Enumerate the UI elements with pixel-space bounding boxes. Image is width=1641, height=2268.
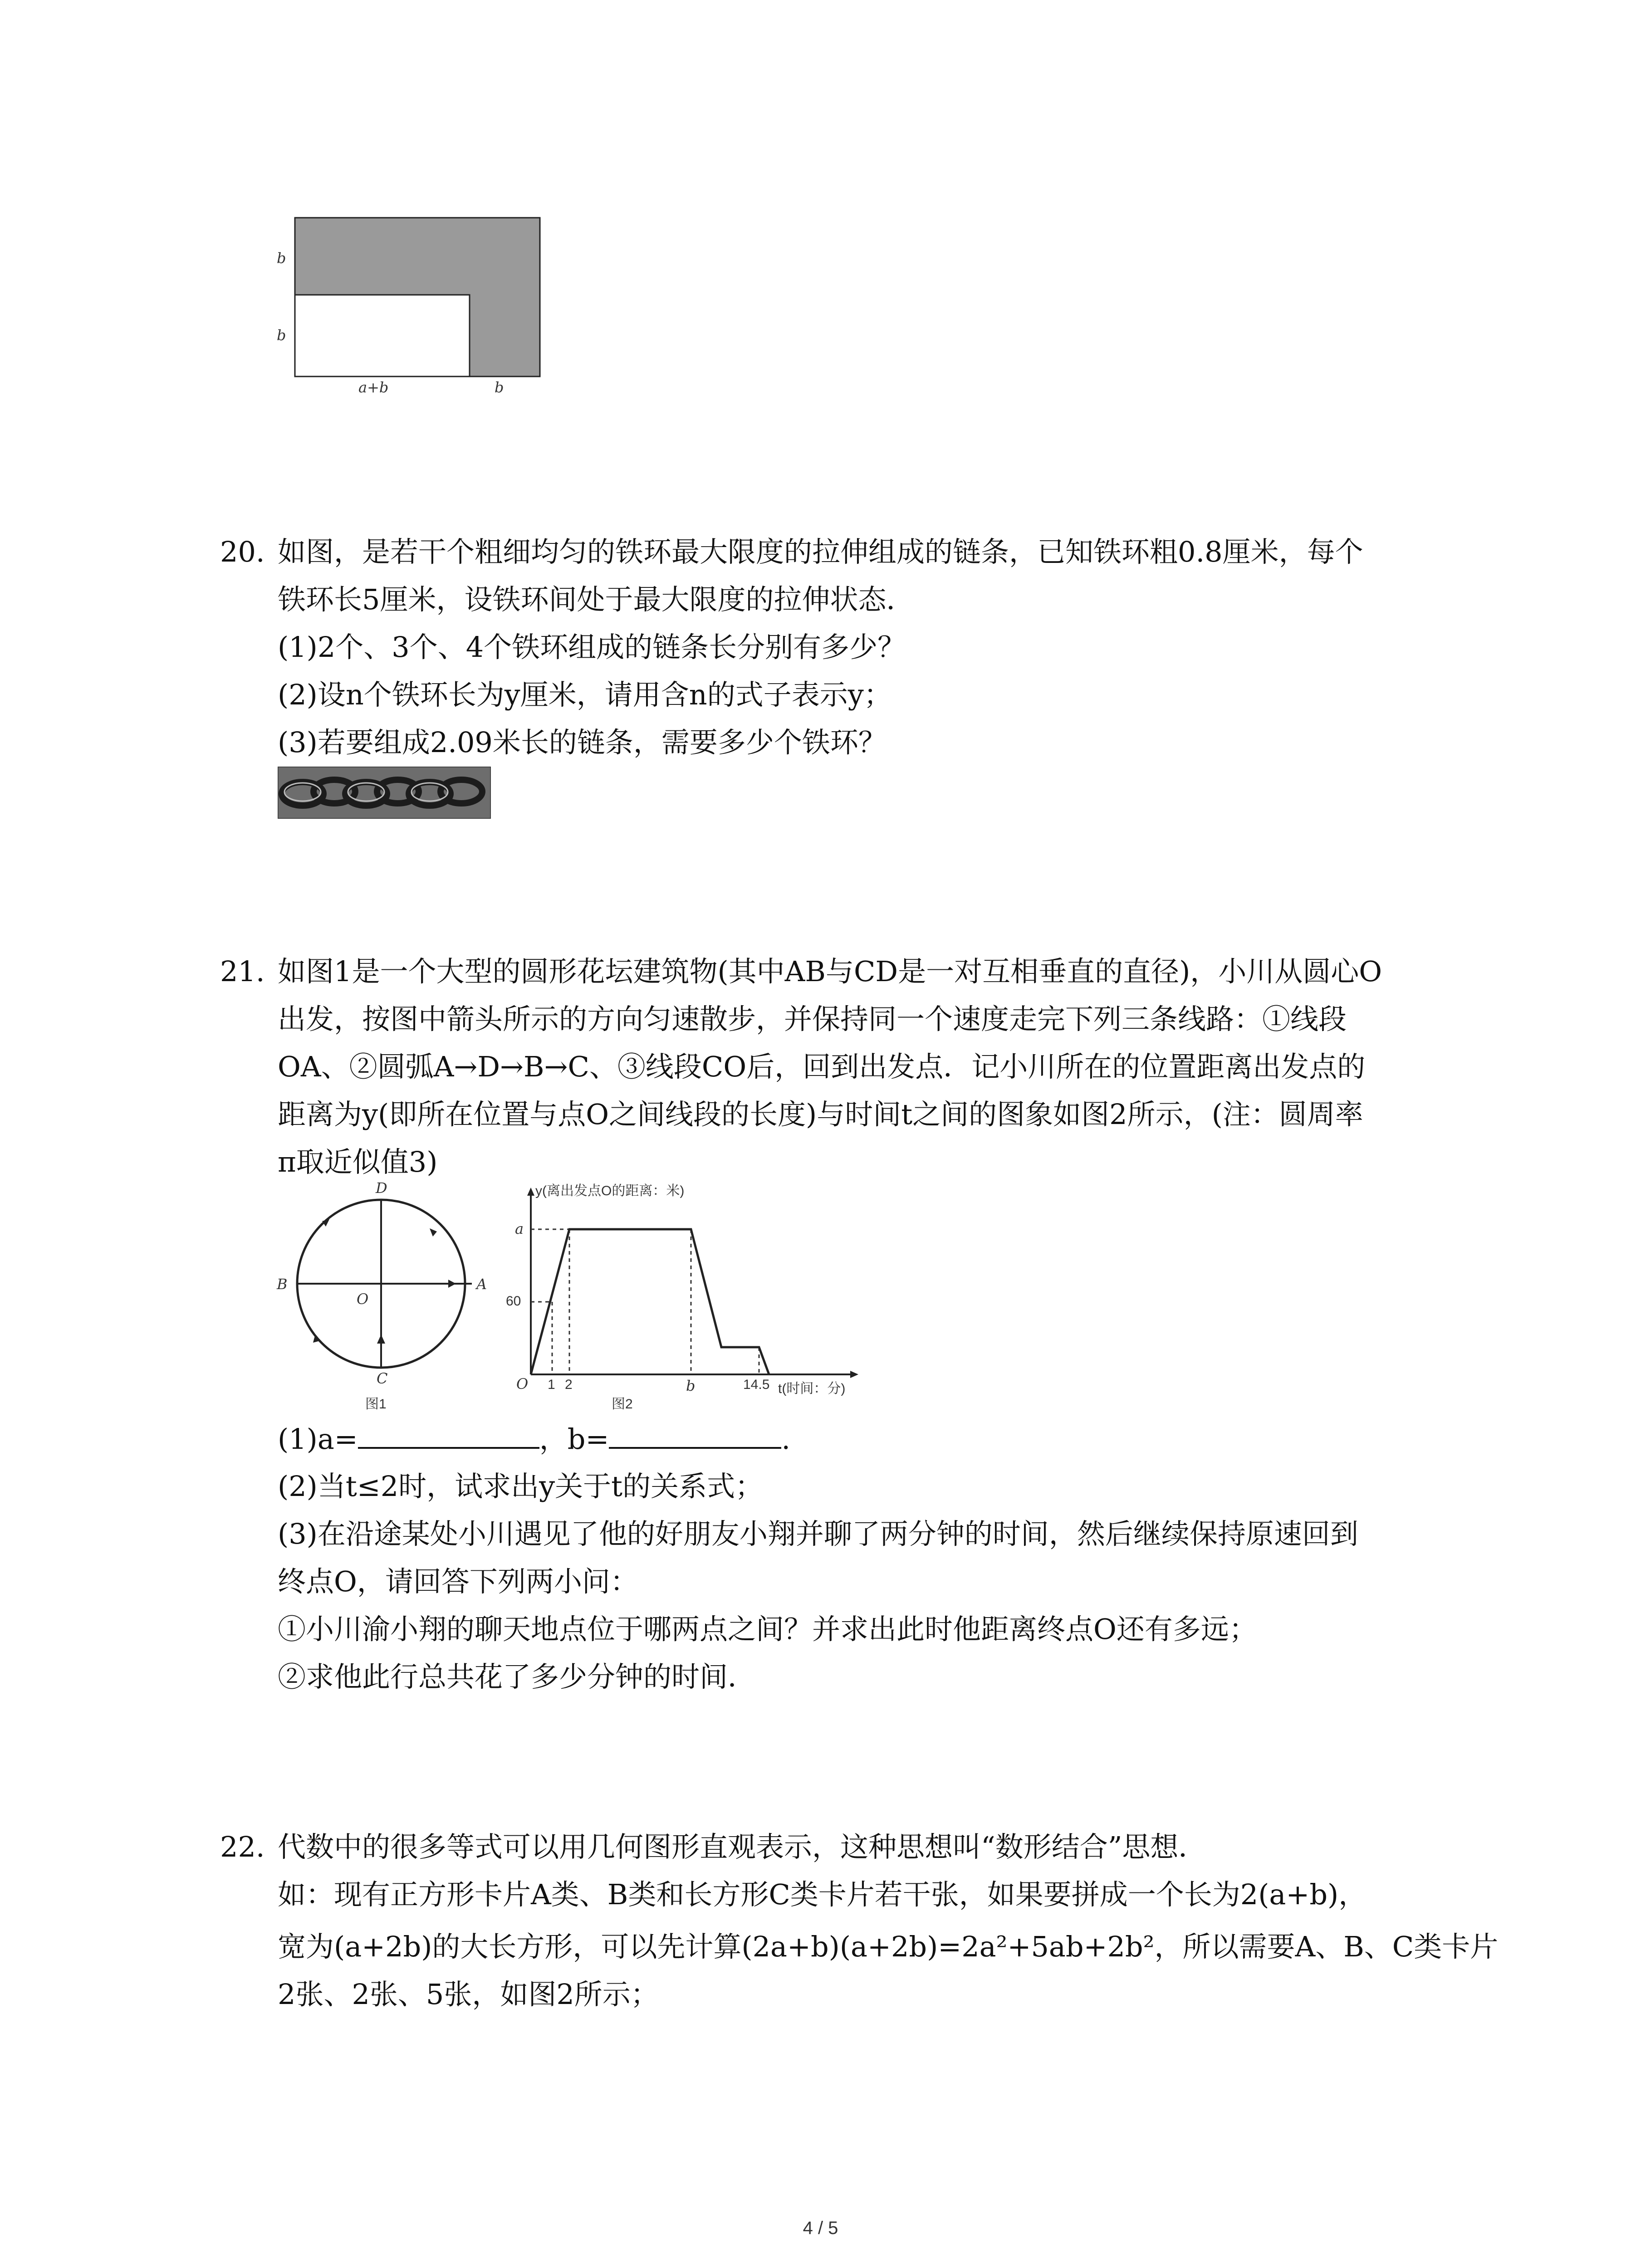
question-number: 20. (220, 535, 265, 568)
point-d: D (376, 1179, 387, 1197)
q21-line-3: OA、②圆弧A→D→B→C、③线段CO后，回到出发点．记小川所在的位置距离出发点的 (278, 1050, 1366, 1083)
q21-part-3-line-1: (3)在沿途某处小川遇见了他的好朋友小翔并聊了两分钟的时间，然后继续保持原速回到 (278, 1517, 1358, 1550)
figure-top (268, 209, 567, 399)
x-tick-2: 2 (565, 1377, 573, 1392)
q20-line-1: 如图，是若干个粗细均匀的铁环最大限度的拉伸组成的链条，已知铁环粗0.8厘米，每个 (278, 535, 1363, 568)
q20-part-1: (1)2个、3个、4个铁环组成的链条长分别有多少？ (278, 631, 906, 664)
q22-line-1: 代数中的很多等式可以用几何图形直观表示，这种思想叫“数形结合”思想． (278, 1830, 1207, 1863)
distance-line (531, 1229, 769, 1374)
q21-line-5: π取近似值3) (278, 1145, 438, 1178)
figure-1-caption: 图1 (365, 1397, 387, 1412)
q21-line-1: 如图1是一个大型的圆形花坛建筑物(其中AB与CD是一对互相垂直的直径)，小川从圆心O (278, 955, 1382, 988)
q21-sub-1: ①小川渝小翔的聊天地点位于哪两点之间？并求出此时他距离终点O还有多远； (278, 1613, 1257, 1646)
x-tick-14-5: 14.5 (743, 1377, 770, 1392)
q22-line-3: 宽为(a+2b)的大长方形，可以先计算(2a+b)(a+2b)=2a²+5ab+2b²，所以需要A、B、C类卡片 (278, 1930, 1499, 1963)
q20-part-3: (3)若要组成2.09米长的链条，需要多少个铁环？ (278, 726, 887, 759)
y-axis-label: y(离出发点O的距离：米) (535, 1183, 685, 1198)
q21-line-4: 距离为y(即所在位置与点O之间线段的长度)与时间t之间的图象如图2所示，(注：圆周率 (278, 1098, 1363, 1131)
question-number: 22. (220, 1830, 265, 1863)
point-c: C (377, 1370, 388, 1387)
figure-2-caption: 图2 (612, 1397, 633, 1412)
part-1-a-label: (1)a= (278, 1422, 358, 1456)
point-b: B (277, 1276, 288, 1293)
answer-blank-a[interactable] (358, 1415, 539, 1449)
figure-1-circle (268, 1179, 495, 1415)
q21-part-1 (278, 1415, 790, 1463)
answer-blank-b[interactable] (609, 1415, 781, 1449)
q21-sub-2: ②求他此行总共花了多少分钟的时间． (278, 1660, 756, 1693)
page-number: 4 / 5 (803, 2218, 838, 2238)
q22-line-4: 2张、2张、5张，如图2所示； (278, 1978, 659, 2011)
origin-label: O (516, 1375, 529, 1393)
part-1-b-label: ，b= (539, 1422, 609, 1456)
q21-part-3-line-2: 终点O，请回答下列两小问： (278, 1565, 638, 1598)
q20-part-2: (2)设n个铁环长为y厘米，请用含n的式子表示y； (278, 678, 892, 711)
y-tick-a: a (515, 1220, 524, 1237)
point-a: A (476, 1276, 487, 1293)
label-b-bottom: b (495, 379, 504, 396)
q21-line-2: 出发，按图中箭头所示的方向匀速散步，并保持同一个速度走完下列三条线路：①线段 (278, 1002, 1347, 1036)
label-a-plus-b: a+b (358, 379, 389, 396)
y-tick-60: 60 (506, 1294, 521, 1309)
part-1-end: . (781, 1422, 791, 1456)
label-b-top: b (277, 249, 286, 267)
question-number: 21. (220, 955, 265, 988)
chain-image (278, 767, 491, 819)
point-o: O (357, 1290, 369, 1308)
q20-line-2: 铁环长5厘米，设铁环间处于最大限度的拉伸状态． (278, 583, 915, 616)
x-tick-1: 1 (548, 1377, 555, 1392)
figure-2-graph (495, 1179, 876, 1415)
x-tick-b: b (686, 1377, 696, 1394)
shaded-rectangle-diagram (268, 209, 567, 399)
q22-line-2: 如：现有正方形卡片A类、B类和长方形C类卡片若干张，如果要拼成一个长为2(a+b)， (278, 1878, 1367, 1911)
q21-part-2: (2)当t≤2时，试求出y关于t的关系式； (278, 1470, 764, 1503)
x-axis-label: t(时间：分) (778, 1381, 846, 1396)
label-b-middle: b (277, 327, 286, 344)
